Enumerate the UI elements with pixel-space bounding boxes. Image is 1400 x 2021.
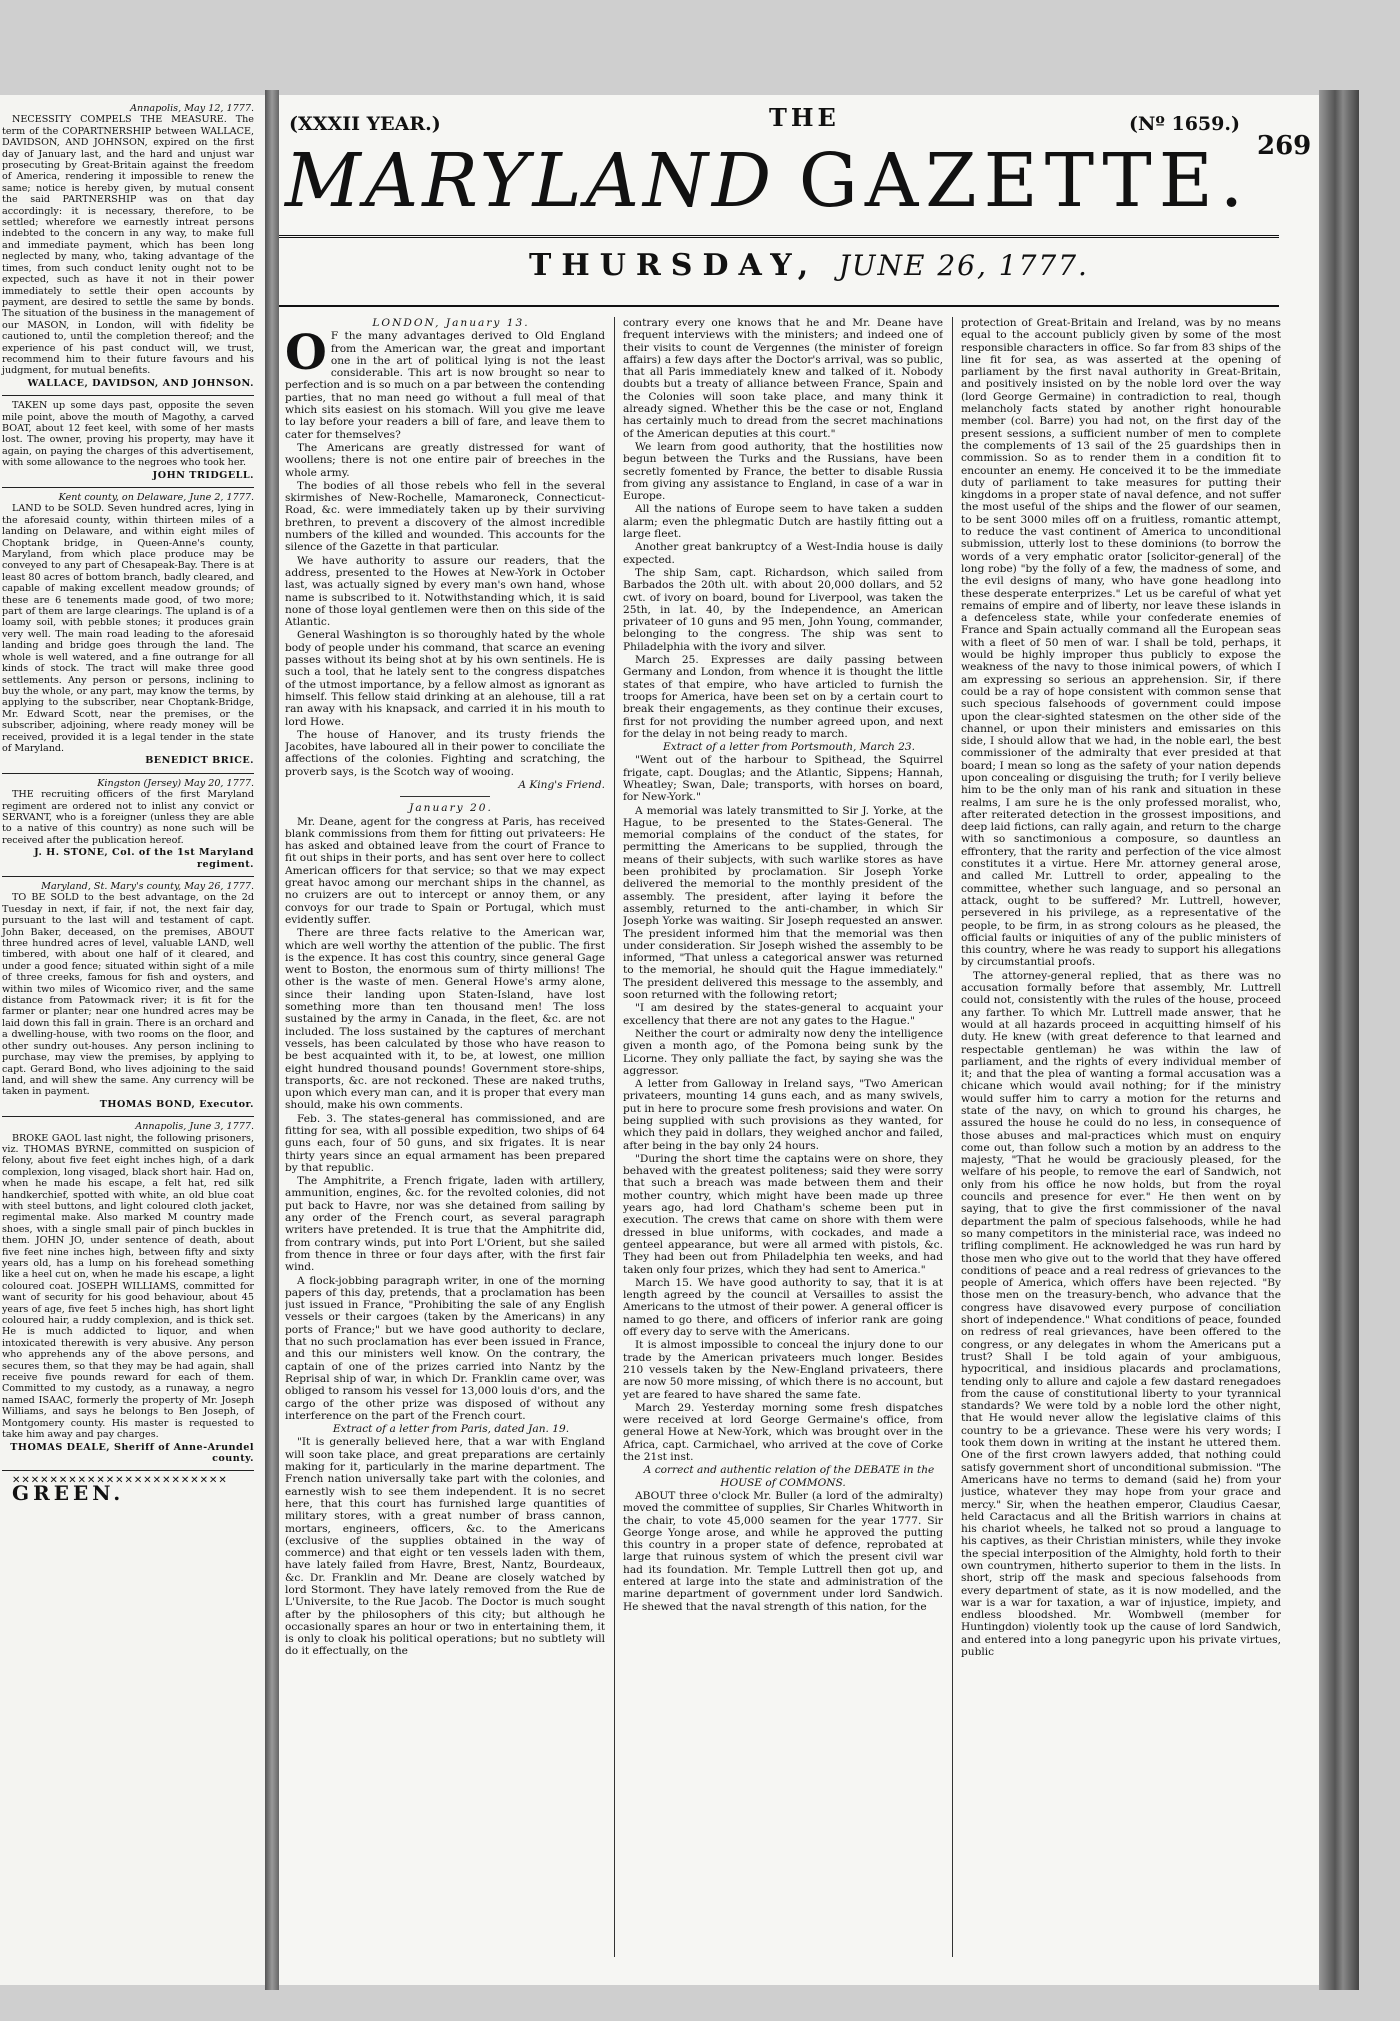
page-edge-shadow [1319, 90, 1359, 1990]
article-paragraph: "I am desired by the states-general to acquaint your excellency that there are not any gates to the Hague." [623, 1002, 943, 1027]
column-divider [952, 317, 953, 1957]
ad-text: NECESSITY COMPELS THE MEASURE. The term of the COPARTNERSHIP between WALLACE, DAVIDSON, AND JOHNSON, expired on the first day of January last, and the hard and unjust war prosecuting by Great-Britain against the freedom of America, rendering it impossible to renew the same; notice is hereby given, by mutual consent the said PARTNERSHIP was on that day accordingly: it is necessary, therefore, to be settled; wherefore we earnestly intreat persons indebted to the concern in any way, to make full and immediate payment, which has been long neglected by many, who, taking advantage of the times, from such conduct lenity ought not to be expected, such as have it not in their power immediately to settle their open accounts by payment, are desired to settle the same by bonds. The situation of the business in the management of our MASON, in London, will with fidelity be cautioned to, until the completion thereof; and the experience of his past conduct will, we trust, recommend him to their future favours and his judgment, for mutual benefits. [2, 114, 254, 377]
issue-number: (Nº 1659.) [1129, 113, 1240, 135]
article-paragraph: Neither the court or admiralty now deny the intelligence given a month ago, of the Pomona being sunk by the Licorne. They only palliate the fact, by saying she was the aggressor. [623, 1027, 943, 1077]
ad-dateline: Kingston (Jersey) May 20, 1777. [97, 777, 254, 789]
year-label: (XXXII YEAR.) [289, 113, 441, 135]
ad-text: BROKE GAOL last night, the following prisoners, viz. THOMAS BYRNE, committed on suspicion of felony, about five feet eight inches high, of a dark complexion, long visaged, black short hair. Had on, when he made his escape, a felt hat, red silk handkerchief, spotted with white, an old blue coat with steel buttons, and light coloured cloth jacket, regimental make. Also marked M country made shoes, with a single small pair of pinch buckles in them. JOHN JO, under sentence of death, about five feet nine inches high, between fifty and sixty years old, has a lump on his forehead something like a heel cut on, when he made his escape, a light coloured coat. JOSEPH WILLIAMS, committed for want of security for his good behaviour, about 45 years of age, five feet 5 inches high, has short light coloured hair, a ruddy complexion, and is thick set. He is much addicted to liquor, and when intoxicated therewith is very abusive. Any person who apprehends any of the above persons, and secures them, so that they may be had again, shall receive five pounds reward for each of them. Committed to my custody, as a runaway, a negro named ISAAC, formerly the property of Mr. Joseph Williams, and says he belongs to Ben Joseph, of Montgomery county. His master is requested to take him away and pay charges. [2, 1132, 254, 1441]
printer-name-fragment: GREEN. [12, 1480, 125, 1505]
masthead-the: THE [769, 103, 840, 132]
article-paragraph: There are three facts relative to the American war, which are well worthy the attention of the public. The first is the expence. It has cost this country, since general Gage went to Boston, the enormous sum of thirty millions! The other is the waste of men. General Howe's army alone, since their landing upon Staten-Island, have lost something more than ten thousand men! The loss sustained by the army in Canada, in the fleet, &c. are not included. The loss sustained by the captures of merchant vessels, has been calculated by those who have reason to be best acquainted with it, to be, at lowest, one million eight hundred thousand pounds! Government store-ships, transports, &c. are not reckoned. These are naked truths, upon which every man can, and it is proper that every man should, make his own comments. [285, 927, 605, 1112]
article-paragraph: All the nations of Europe seem to have taken a sudden alarm; even the phlegmatic Dutch are hastily fitting out a large fleet. [623, 503, 943, 541]
column-1 [285, 317, 605, 1977]
article-paragraph: "It is generally believed here, that a war with England will soon take place, and great preparations are certainly making for it, particularly in the marine department. The French nation universally take part with the colonies, and earnestly wish to see them independent. It is no secret here, that this court has furnished large quantities of military stores, with a great number of brass cannon, mortars, engineers, officers, &c. to the Americans (exclusive of the supplies obtained in the way of commerce) and that eight or ten vessels laden with them, have lately failed from Havre, Brest, Nantz, Bourdeaux, &c. Dr. Franklin and Mr. Deane are closely watched by lord Stormont. They have lately removed from the Rue de L'Universite, to the Rue Jacob. The Doctor is much sought after by the philosophers of this city; but although he occasionally spares an hour or two in entertaining them, it is only to cloak his political operations; but no subtlety will do it effectually, on the [285, 1436, 605, 1658]
title-gazette: GAZETTE. [798, 138, 1251, 224]
ad-separator [2, 1116, 254, 1117]
gazette-page [279, 95, 1319, 1985]
ad-separator [2, 395, 254, 396]
article-paragraph: A memorial was lately transmitted to Sir J. Yorke, at the Hague, to be presented to the States-General. The memorial complains of the conduct of the states, for permitting the Americans to be supplied, through the means of their subjects, with such warlike stores as have been prohibited by proclamation. Sir Joseph Yorke delivered the memorial to the monthly president of the assembly. The president, after laying it before the assembly, returned to the anti-chamber, in which Sir Joseph Yorke was waiting. Sir Joseph requested an answer. The president informed him that the memorial was then under consideration. Sir Joseph wished the assembly to be informed, "That unless a categorical answer was returned to the memorial, he should quit the Hague immediately." The president delivered this message to the assembly, and soon returned with the following retort; [623, 804, 943, 1002]
extract-heading: Extract of a letter from Portsmouth, March 23. [663, 741, 915, 754]
article-paragraph: Mr. Deane, agent for the congress at Paris, has received blank commissions from them for fitting out privateers: He has asked and obtained leave from the court of France to fit out ships in their ports, and has sent over here to collect American officers for that service; so that we may expect great havoc among our merchant ships in the channel, as no cruizers are out to intercept or annoy them, or any convoys for our trade to Spain or Portugal, which must evidently suffer. [285, 815, 605, 926]
title-maryland: MARYLAND [285, 138, 776, 224]
debate-heading: A correct and authentic relation of the DEBATE in the HOUSE of COMMONS. [643, 1464, 935, 1489]
article-paragraph: Another great bankruptcy of a West-India house is daily expected. [623, 541, 943, 566]
column-3 [961, 317, 1281, 1977]
article-paragraph: contrary every one knows that he and Mr. Deane have frequent interviews with the ministers; and indeed one of their visits to count de Vergennes (the minister of foreign affairs) a few days after the Doctor's arrival, was so public, that all Paris immediately knew and talked of it. Nobody doubts but a treaty of alliance between France, Spain and the Colonies will soon take place, and many think it already signed. Whether this be the case or not, England has certainly much to dread from the secret machinations of the American deputies at this court." [623, 317, 943, 440]
issue-date [429, 248, 1189, 283]
ad-text: TAKEN up some days past, opposite the seven mile point, above the mouth of Magothy, a carved BOAT, about 12 feet keel, with some of her masts lost. The owner, proving his property, may have it again, on paying the charges of this advertisement, with some allowance to the negroes who took her. [2, 400, 254, 469]
ad-dateline: Kent county, on Delaware, June 2, 1777. [58, 492, 254, 503]
ad-signature: BENEDICT BRICE. [145, 755, 254, 767]
article-paragraph: ABOUT three o'clock Mr. Buller (a lord of the admiralty) moved the committee of supplies, Sir Charles Whitworth in the chair, to vote 45,000 seamen for the year 1777. Sir George Yonge arose, and while he approved the putting this country in a proper state of defence, reprobated at large that ruinous system of which the present civil war had its foundation. Mr. Temple Luttrell then got up, and entered at large into the state and administration of the marine department of government under lord Sandwich. He shewed that the naval strength of this nation, for the [623, 1489, 943, 1613]
article-paragraph: The Amphitrite, a French frigate, laden with artillery, ammunition, engines, &c. for the revolted colonies, did not put back to Havre, nor was she detained from sailing by any order of the French court, as several paragraph writers have pretended. It is true that the Amphitrite did, from contrary winds, put into Port L'Orient, but she sailed from thence in three or four days after, with the first fair wind. [285, 1175, 605, 1274]
article-paragraph: "Went out of the harbour to Spithead, the Squirrel frigate, capt. Douglas; and the Atlantic, Sippens; Hannah, Wheatley; Swan, Dale; transports, with horses on board, for New-York." [623, 754, 943, 804]
article-paragraph: A letter from Galloway in Ireland says, "Two American privateers, mounting 14 guns each, and as many swivels, put in here to procure some fresh provisions and water. On being supplied with such provisions as they wanted, for which they paid in dollars, they weighed anchor and failed, after being in the bay only 24 hours. [623, 1078, 943, 1152]
article-paragraph: Feb. 3. The states-general has commissioned, and are fitting for sea, with all possible expedition, two ships of 64 guns each, four of 50 guns, and six frigates. It is near thirty years since an equal armament has been prepared by that republic. [285, 1112, 605, 1174]
article-paragraph: The Americans are greatly distressed for want of woollens; there is not one entire pair of breeches in the whole army. [285, 441, 605, 479]
article-paragraph: The bodies of all those rebels who fell in the several skirmishes of New-Rochelle, Mamaroneck, Connecticut-Road, &c. were immediately taken up by their surviving brethren, to prevent a discovery of the almost incredible numbers of the killed and wounded. This accounts for the silence of the Gazette in that particular. [285, 479, 605, 554]
article-paragraph: March 15. We have good authority to say, that it is at length agreed by the council at Versailles to assist the Americans to the utmost of their power. A general officer is named to go there, and officers of inferior rank are going off every day to serve with the Americans. [623, 1276, 943, 1339]
drop-cap: O [285, 325, 327, 382]
masthead [279, 95, 1319, 325]
ad-signature: WALLACE, DAVIDSON, AND JOHNSON. [27, 377, 254, 389]
article-paragraph: General Washington is so thoroughly hated by the whole body of people under his command, that scarce an evening passes without its being shot at by his own sentinels. He is such a tool, that he lately sent to the congress dispatches of the utmost importance, by a fellow almost as ignorant as himself. This fellow staid drinking at an alehouse, till a rat ran away with his knapsack, and carried it in his mouth to lord Howe. [285, 629, 605, 728]
article-paragraph: protection of Great-Britain and Ireland, was by no means equal to the account publicly given by some of the most responsible characters in office. So far from 83 ships of the line fit for sea, as was asserted at the opening of parliament by the first naval authority in Great-Britain, and positively insisted on by the noble lord over the way (lord George Germaine) in contradiction to real, though melancholy facts stated by another right honourable member (col. Barre) you had not, on the first day of the present sessions, a sufficient number of men to complete the complements of 13 sail of the 25 guardships then in commission. So as to render them in a condition fit to encounter an enemy. He conceived it to be the immediate duty of parliament to take measures for putting their kingdoms in a proper state of naval defence, and not suffer the most useful of the ships and the flower of our seamen, to be sent 3000 miles off on a fruitless, romantic attempt, to reduce the vast continent of America to unconditional submission, utterly lost to these dominions (to borrow the words of a very emphatic orator [solicitor-general] of the long robe) "by the folly of a few, the madness of some, and the evil designs of many, who have gone headlong into these desperate enterprizes." Let us be careful of what yet remains of empire and of liberty, nor leave these islands in a defenceless state, while your confederate enemies of France and Spain actually command all the European seas with a fleet of 50 men of war. I shall be told, perhaps, it would be highly improper thus publicly to expose the weakness of the navy to those inimical powers, of which I am expressing so serious an apprehension. Sir, if there could be a ray of hope consistent with common sense that such specious falsehoods of government could impose upon the clear-sighted statesmen on the other side of the channel, or upon their ministers and emissaries on this side, I should allow that we had, in the noble earl, the best commissioner of the admiralty that ever presided at that board; I mean so long as the safety of your nation depends upon concealing or disguising the truth; for I verily believe him to be the only man of his rank and situation in these realms, I am sure he is the only professed moralist, who, after reiterated detection in the grossest impositions, and deep laid fictions, can rally again, and return to the charge with so sanctimonious a composure, so dauntless an effrontery, that the rarity and perfection of the vice almost constitutes it a virtue. Here Mr. attorney general arose, and called Mr. Luttrell to order, appealing to the committee, whether such language, and so personal an attack, ought to be suffered? Mr. Luttrell, however, persevered in his privilege, as a representative of the people, to be firm, in as strong colours as he pleased, the official faults or iniquities of any of the public ministers of this country, where he was ready to support his allegations by circumstantial proofs. [961, 317, 1281, 969]
issue-date-text: JUNE 26, 1777. [838, 249, 1089, 282]
article-paragraph: We have authority to assure our readers, that the address, presented to the Howes at New-York in October last, was actually signed by every man's own hand, whose name is subscribed to it. Notwithstanding which, it is said none of those loyal gentlemen were then on this side of the Atlantic. [285, 554, 605, 629]
page-number: 269 [1257, 131, 1312, 161]
column-divider [614, 317, 615, 1957]
article-paragraph: March 25. Expresses are daily passing between Germany and London, from whence it is thought the little states of that empire, who have articled to furnish the troops for America, have been set on by a certain court to break their engagements, as they continue their excuses, first for not providing the number agreed upon, and next for the delay in not being ready to march. [623, 654, 943, 740]
ad-dateline: Annapolis, June 3, 1777. [135, 1121, 254, 1133]
article-paragraph: The ship Sam, capt. Richardson, which sailed from Barbados the 20th ult. with about 20,000 dollars, and 52 cwt. of ivory on board, bound for Liverpool, was taken the 25th, in lat. 40, by the Independence, an American privateer of 10 guns and 95 men, John Young, commander, belonging to the congress. The ship was sent to Philadelphia with the ivory and silver. [623, 566, 943, 653]
lead-text: F the many advantages derived to Old England from the American war, the great and important one in the art of political lying is not the least considerable. This art is now brought so near to perfection and is so much on a par between the contending parties, that no man need go without a full meal of that which sits easiest on his stomach. Will you give me leave to lay before your readers a bill of fare, and leave them to cater for themselves? [285, 330, 605, 441]
ad-text: THE recruiting officers of the first Maryland regiment are ordered not to inlist any convict or SERVANT, who is a foreigner (unless they are able to a native of this country) as none such will be received after the publication hereof. [2, 789, 254, 846]
article-paragraph: The house of Hanover, and its trusty friends the Jacobites, have laboured all in their power to conciliate the affections of the colonies. Fighting and scratching, the proverb says, is the Scotch way of wooing. [285, 728, 605, 778]
left-page-advertisements [0, 95, 258, 1505]
book-gutter [265, 90, 279, 1990]
dateline-rule [279, 305, 1279, 307]
ad-separator [2, 876, 254, 877]
ad-signature: THOMAS BOND, Executor. [99, 1098, 254, 1110]
extract-heading: Extract of a letter from Paris, dated Jan. 19. [332, 1423, 570, 1436]
article-dateline: LONDON, January 13. [372, 317, 530, 329]
article-paragraph: We learn from good authority, that the hostilities now begun between the Turks and the Russians, have been secretly fomented by France, the better to disable Russia from giving any assistance to England, in case of a war in Europe. [623, 440, 943, 503]
article-paragraph: March 29. Yesterday morning some fresh dispatches were received at lord George Germaine's office, from general Howe at New-York, which was brought over in the Africa, capt. Carmichael, who arrived at the cove of Corke the 21st inst. [623, 1401, 943, 1464]
ad-separator [2, 487, 254, 488]
left-facing-page [0, 95, 267, 1985]
article-dateline: January 20. [409, 802, 493, 815]
ad-dateline: Maryland, St. Mary's county, May 26, 1777. [41, 881, 254, 892]
article-columns [285, 317, 1285, 1977]
ad-separator [2, 773, 254, 774]
ad-dateline: Annapolis, May 12, 1777. [130, 103, 254, 114]
column-2 [623, 317, 943, 1977]
ad-text: TO BE SOLD to the best advantage, on the 2d Tuesday in next, if fair, if not, the next fair day, pursuant to the last will and testament of capt. John Baker, deceased, on the premises, ABOUT three hundred acres of level, valuable LAND, well timbered, with about one half of it cleared, and under a good fence; situated within sight of a mile of three creeks, famous for fish and oysters, and within two miles of Wicomico river, and the same distance from Patowmack river; it is fit for the farmer or planter; near one hundred acres may be laid down this fall in grain. There is an orchard and a dwelling-house, with two rooms on the floor, and other sundry out-houses. Any person inclining to purchase, may view the premises, by applying to capt. Gerard Bond, who lives adjoining to the said land, and will shew the same. Any currency will be taken in payment. [2, 892, 254, 1098]
newspaper-title [285, 137, 1315, 227]
lead-paragraph [285, 325, 605, 441]
article-signature: A King's Friend. [518, 778, 605, 791]
ad-text: LAND to be SOLD. Seven hundred acres, lying in the aforesaid county, within thirteen miles of a landing on Delaware, and within eight miles of Choptank bridge, in Queen-Anne's county, Maryland, from which place produce may be conveyed to any part of Chesapeak-Bay. There is at least 80 acres of bottom branch, badly cleared, and capable of making excellent meadow grounds; of these are 6 tenements made good, of two more; part of them are large clearings. The upland is of a loamy soil, with pebble stones; it produces grain very well. The main road leading to the aforesaid landing and bridge goes through the land. The whole is well watered, and a fine outrange for all kinds of stock. The tract will make three good settlements. Any person or persons, inclining to buy the whole, or any part, may know the terms, by applying to the subscriber, near Choptank-Bridge, Mr. Edward Scott, near the premises, or the subscriber, adjoining, where ready money will be received, provided it is a legal tender in the state of Maryland. [2, 503, 254, 754]
masthead-rule [279, 235, 1279, 238]
ad-signature: J. H. STONE, Col. of the 1st Maryland regiment. [34, 847, 254, 870]
article-paragraph: "During the short time the captains were on shore, they behaved with the greatest politeness; said they were sorry that such a breach was made between them and their mother country, which might have been made up three years ago, had lord Chatham's scheme been put in execution. The crews that came on shore with them were dressed in blue uniforms, with cockades, and made a genteel appearance, but were all armed with pistols, &c. They had been out from Philadelphia ten weeks, and had taken only four prizes, which they had sent to America." [623, 1152, 943, 1276]
ad-separator [2, 1470, 254, 1471]
article-paragraph: It is almost impossible to conceal the injury done to our trade by the American privateers much longer. Besides 210 vessels taken by the New-England privateers, there are now 50 more missing, of which there is no account, but yet are feared to have shared the same fate. [623, 1339, 943, 1401]
issue-day: THURSDAY, [529, 248, 819, 283]
article-paragraph: The attorney-general replied, that as there was no accusation formally before that assembly, Mr. Luttrell could not, consistently with the rules of the house, proceed any farther. To which Mr. Luttrell made answer, that he would at all hazards proceed in acquitting himself of his duty. He knew (with great deference to that learned and respectable gentleman) he was within the law of parliament, and the rights of every individual member of it; and that the plea of wanting a formal accusation was a chicane which would avail nothing; for if the ministry would suffer him to carry a motion for the returns and state of the navy, on which to ground his charges, he assured the house he could do no less, in consequence of those abuses and mal-practices which must on enquiry come out, than follow such a motion by an address to the majesty, "That he would be graciously pleased, for the welfare of his people, to remove the earl of Sandwich, not only from his office he now holds, but from the royal councils and presence for ever." He then went on by saying, that to give the first commissioner of the naval department the palm of specious falsehoods, while he had so many competitors in the ministerial race, was indeed no trifling compliment. He acknowledged he was run hard by those men who give out to the world that they have offered conditions of peace and a real redress of grievances to the people of America, which offers have been rejected. "By those men on the treasury-bench, who advance that the congress have disavowed every purpose of conciliation short of independence." What conditions of peace, founded on redress of real grievances, have been offered to the congress, or any delegates in whom the Americans put a trust? Shall I be told again of your ambiguous, hypocritical, and insidious placards and proclamations, tending only to allure and cajole a few dastard renegadoes from the cause of constitutional liberty to your tyrannical standards? We were told by a noble lord the other night, that He would never allow the legislative claims of this country to be a grievance. These were his very words; I took them down in writing at the instant he uttered them. One of the first crown lawyers added, that nothing could satisfy government short of unconditional submission. "The Americans have no terms to demand (said he) from your justice, whatever they may hope from your grace and mercy." Sir, when the heathen emperor, Claudius Caesar, held Caractacus and all the British warriors in chains at his chariot wheels, he talked not so proud a language to his captives, as their Christian ministers, while they invoke the special interposition of the Almighty, hold forth to their own countrymen, hitherto superior to them in the lists. In short, strip off the mask and specious falsehoods from every department of state, as it is now modelled, and the war is a war for taxation, a war of injustice, impiety, and endless bloodshed. Mr. Wombwell (member for Huntingdon) violently took up the cause of lord Sandwich, and entered into a long panegyric upon his private virtues, public [961, 969, 1281, 1659]
ad-signature: THOMAS DEALE, Sheriff of Anne-Arundel county. [10, 1441, 254, 1464]
ornament-rule: ✕✕✕✕✕✕✕✕✕✕✕✕✕✕✕✕✕✕✕✕✕✕✕ [12, 1475, 228, 1487]
article-paragraph: A flock-jobbing paragraph writer, in one of the morning papers of this day, pretends, that a proclamation has been just issued in France, "Prohibiting the sale of any English vessels or their cargoes (taken by the Americans) in any ports of France;" but we have good authority to declare, that no such proclamation has ever been issued in France, and this our ministers well know. On the contrary, the captain of one of the prizes carried into Nantz by the Reprisal ship of war, in which Dr. Franklin came over, was obliged to ransom his vessel for 13,000 louis d'ors, and the cargo of the other prize was disposed of without any interference on the part of the French court. [285, 1274, 605, 1422]
section-rule [400, 796, 490, 797]
ad-signature: JOHN TRIDGELL. [152, 469, 254, 481]
